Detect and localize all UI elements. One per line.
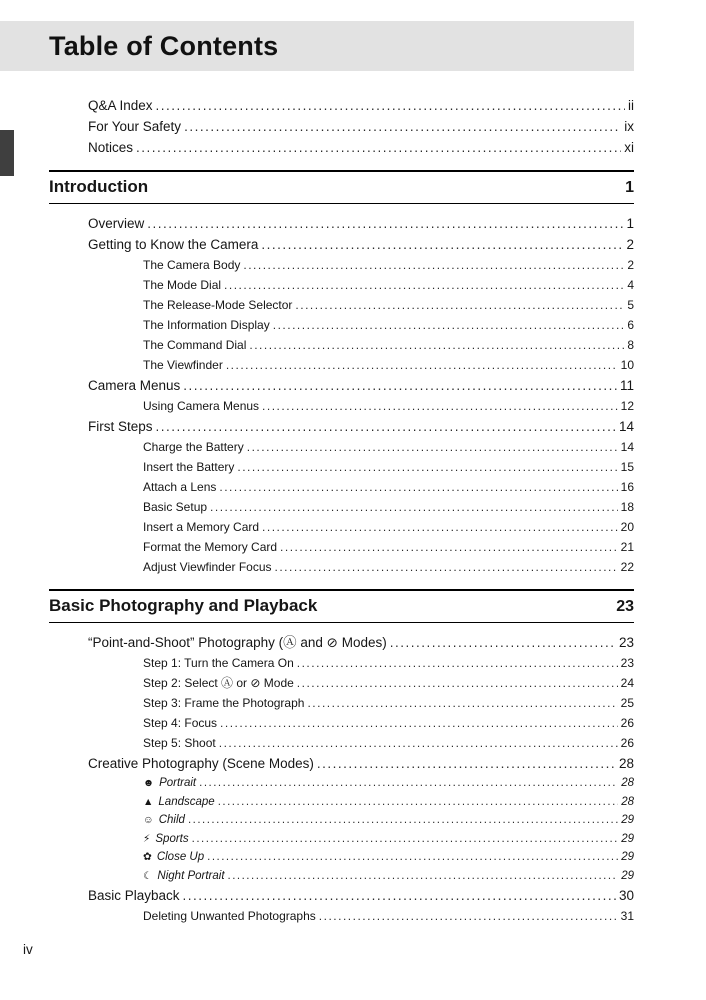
leader-dots — [220, 713, 618, 733]
toc-entry — [49, 753, 634, 774]
leader-dots — [226, 355, 618, 375]
leader-dots — [319, 906, 618, 926]
toc-entry — [49, 355, 634, 375]
toc-entry-label: Sports — [155, 832, 189, 845]
toc-content — [49, 95, 634, 926]
sports-mode-icon: ⚡ — [143, 832, 151, 845]
toc-entry — [49, 315, 634, 335]
toc-entry-page: 26 — [620, 736, 634, 750]
toc-entry-label: Using Camera Menus — [143, 399, 260, 413]
toc-entry-label: Step 2: Select Ⓐ or ⊘ Mode — [143, 676, 294, 690]
toc-entry — [49, 653, 634, 673]
toc-entry-page: 30 — [618, 888, 634, 903]
toc-entry-label: Basic Playback — [88, 888, 180, 903]
leader-dots — [280, 537, 618, 557]
toc-entry-page: 29 — [621, 832, 634, 845]
toc-entry-page: 16 — [620, 480, 634, 494]
toc-entry — [49, 213, 634, 234]
leader-dots — [207, 848, 618, 867]
toc-entry — [49, 95, 634, 116]
child-mode-icon: ☺ — [143, 814, 154, 826]
leader-dots — [275, 557, 618, 577]
landscape-mode-icon: ▲ — [143, 795, 154, 808]
leader-dots — [156, 95, 625, 116]
leader-dots — [243, 255, 624, 275]
toc-entry-label: Creative Photography (Scene Modes) — [88, 756, 314, 771]
chapter-edge-tab — [0, 130, 14, 176]
toc-entry-label: “Point-and-Shoot” Photography (Ⓐ and ⊘ Modes) — [88, 635, 387, 650]
toc-entry-label: The Command Dial — [143, 338, 247, 352]
toc-entry — [49, 537, 634, 557]
leader-dots — [224, 275, 624, 295]
toc-entry-page: 20 — [620, 520, 634, 534]
toc-entry — [49, 830, 634, 849]
toc-entry-page: 2 — [627, 258, 634, 272]
toc-entry-label: Night Portrait — [157, 869, 225, 882]
toc-entry — [49, 137, 634, 158]
section-title: Basic Photography and Playback — [49, 596, 318, 615]
leader-dots — [184, 116, 621, 137]
toc-entry-page: 23 — [620, 656, 634, 670]
toc-entry-label: Format the Memory Card — [143, 540, 278, 554]
toc-entry-label: Step 1: Turn the Camera On — [143, 656, 294, 670]
toc-entry-label: The Camera Body — [143, 258, 241, 272]
toc-entry-label: Insert the Battery — [143, 460, 235, 474]
toc-entry-page: 21 — [620, 540, 634, 554]
leader-dots — [183, 375, 617, 396]
toc-entry — [49, 295, 634, 315]
leader-dots — [219, 477, 617, 497]
leader-dots — [247, 437, 618, 457]
leader-dots — [218, 793, 619, 812]
toc-entry — [49, 811, 634, 830]
toc-entry — [49, 375, 634, 396]
leader-dots — [249, 335, 624, 355]
toc-entry — [49, 774, 634, 793]
toc-entry-page: 28 — [621, 777, 634, 789]
toc-entry-label: The Mode Dial — [143, 278, 222, 292]
toc-entry-page: 5 — [627, 298, 634, 312]
toc-entry — [49, 793, 634, 812]
leader-dots — [156, 416, 616, 437]
toc-entry — [49, 733, 634, 753]
toc-entry — [49, 632, 634, 653]
toc-entry-page: 10 — [620, 358, 634, 372]
toc-entry-page: 22 — [620, 560, 634, 574]
toc-entry-label: The Release-Mode Selector — [143, 298, 293, 312]
toc-entry-label: Close Up — [156, 851, 205, 863]
toc-entry-label: Basic Setup — [143, 500, 208, 514]
section-title: Introduction — [49, 177, 149, 196]
toc-entry-label: Notices — [88, 140, 134, 155]
leader-dots — [317, 753, 616, 774]
toc-entry — [49, 416, 634, 437]
toc-entry — [49, 867, 634, 886]
section-page: 23 — [616, 598, 634, 615]
page-title: Table of Contents — [49, 30, 279, 61]
front-matter-list — [49, 95, 634, 158]
toc-entry-page: 18 — [620, 500, 634, 514]
leader-dots — [262, 517, 618, 537]
toc-entry — [49, 557, 634, 577]
leader-dots — [237, 457, 617, 477]
leader-dots — [307, 693, 617, 713]
toc-entry — [49, 335, 634, 355]
section-heading — [49, 170, 634, 204]
toc-entry-page: 2 — [626, 237, 634, 252]
toc-entry-page: 25 — [620, 696, 634, 710]
toc-entry-page: 28 — [621, 795, 634, 808]
toc-entry-page: ii — [628, 98, 634, 113]
toc-entry-page: 28 — [618, 756, 634, 771]
toc-entry-label: Step 3: Frame the Photograph — [143, 696, 305, 710]
leader-dots — [136, 137, 621, 158]
toc-entry — [49, 396, 634, 416]
toc-entry-label: Landscape — [158, 795, 215, 808]
toc-entry-label: The Viewfinder — [143, 358, 223, 372]
toc-entry-page: 11 — [619, 378, 634, 393]
leader-dots — [192, 830, 619, 849]
toc-entry-label: Overview — [88, 216, 145, 231]
toc-entry-page: 29 — [621, 851, 634, 863]
toc-entry — [49, 234, 634, 255]
toc-entry — [49, 848, 634, 867]
toc-entry — [49, 477, 634, 497]
toc-entry-page: 6 — [627, 318, 634, 332]
toc-entry-label: Child — [158, 814, 185, 826]
page-header — [0, 21, 634, 71]
page-number: iv — [23, 942, 33, 957]
section-page: 1 — [625, 179, 634, 196]
leader-dots — [297, 673, 618, 693]
night-portrait-mode-icon: ☾ — [143, 869, 153, 882]
toc-entry-page: 8 — [627, 338, 634, 352]
leader-dots — [228, 867, 619, 886]
toc-entry — [49, 693, 634, 713]
leader-dots — [295, 295, 624, 315]
toc-entry-page: 4 — [627, 278, 634, 292]
toc-entry — [49, 906, 634, 926]
toc-entry-page: 23 — [618, 635, 634, 650]
close-up-mode-icon: ✿ — [143, 851, 152, 863]
toc-entry-page: 24 — [620, 676, 634, 690]
toc-entry-label: Q&A Index — [88, 98, 153, 113]
toc-entry-page: 14 — [618, 419, 634, 434]
leader-dots — [273, 315, 625, 335]
toc-entry-page: 26 — [620, 716, 634, 730]
toc-entry-page: 29 — [621, 814, 634, 826]
leader-dots — [219, 733, 618, 753]
leader-dots — [261, 234, 623, 255]
toc-entry-label: Adjust Viewfinder Focus — [143, 560, 272, 574]
toc-entry-page: 1 — [626, 216, 634, 231]
toc-entry-label: Camera Menus — [88, 378, 181, 393]
leader-dots — [188, 811, 618, 830]
toc-entry-label: Step 4: Focus — [143, 716, 218, 730]
toc-entry — [49, 457, 634, 477]
toc-entry-label: Deleting Unwanted Photographs — [143, 909, 316, 923]
toc-entry — [49, 275, 634, 295]
leader-dots — [147, 213, 623, 234]
leader-dots — [297, 653, 618, 673]
portrait-mode-icon: ☻ — [143, 777, 155, 789]
toc-entry — [49, 713, 634, 733]
toc-entry — [49, 673, 634, 693]
leader-dots — [210, 497, 618, 517]
toc-entry-page: 15 — [620, 460, 634, 474]
leader-dots — [183, 885, 616, 906]
toc-entry-label: Insert a Memory Card — [143, 520, 260, 534]
toc-entry-page: xi — [624, 140, 634, 155]
section-list — [49, 170, 634, 926]
toc-entry — [49, 116, 634, 137]
leader-dots — [199, 774, 618, 793]
toc-entry — [49, 885, 634, 906]
toc-entry-page: 12 — [620, 399, 634, 413]
toc-entry-page: 29 — [621, 869, 634, 882]
toc-entry-label: The Information Display — [143, 318, 270, 332]
toc-entry-page: ix — [624, 119, 634, 134]
toc-entry-page: 14 — [620, 440, 634, 454]
toc-entry-label: Getting to Know the Camera — [88, 237, 259, 252]
section-heading — [49, 589, 634, 623]
toc-entry — [49, 255, 634, 275]
toc-entry-page: 31 — [620, 909, 634, 923]
toc-entry — [49, 437, 634, 457]
toc-entry-label: Attach a Lens — [143, 480, 217, 494]
toc-entry — [49, 497, 634, 517]
leader-dots — [262, 396, 618, 416]
toc-entry-label: Portrait — [159, 777, 197, 789]
toc-entry-label: For Your Safety — [88, 119, 182, 134]
toc-entry-label: Charge the Battery — [143, 440, 244, 454]
toc-entry — [49, 517, 634, 537]
toc-entry-label: First Steps — [88, 419, 153, 434]
leader-dots — [390, 632, 616, 653]
toc-entry-label: Step 5: Shoot — [143, 736, 216, 750]
